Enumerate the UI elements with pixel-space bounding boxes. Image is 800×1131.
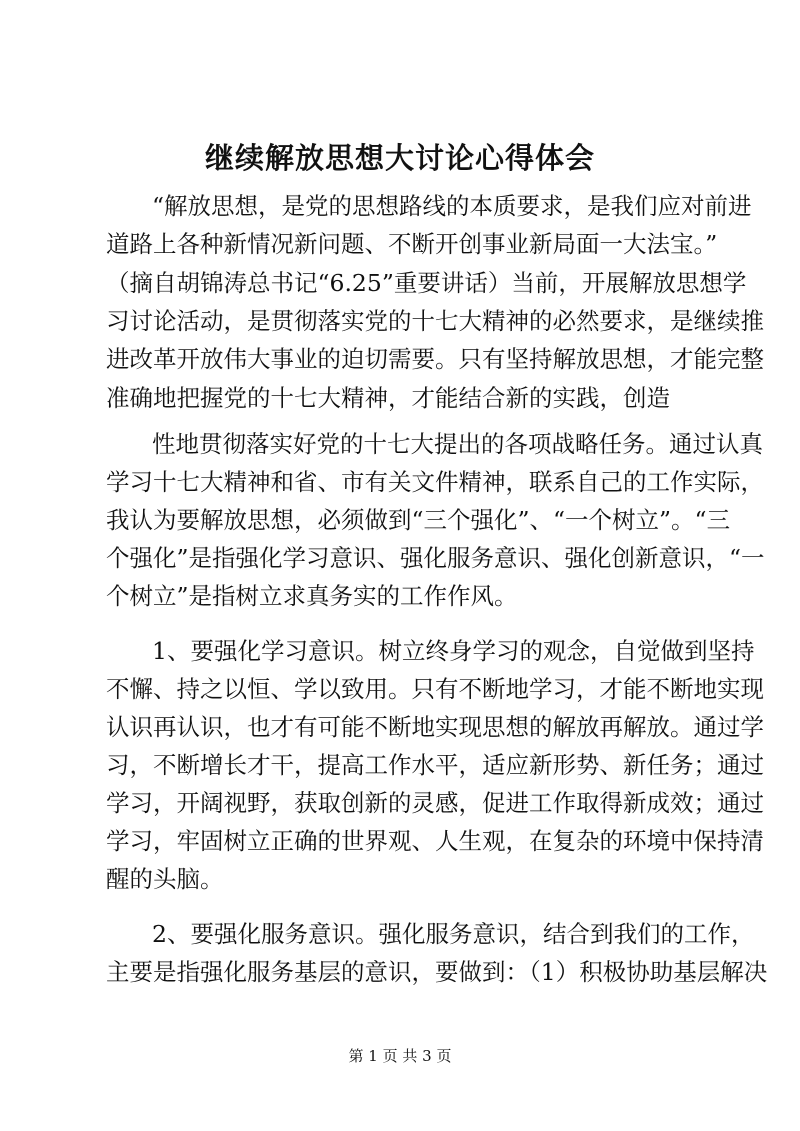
paragraph-line: 不懈、持之以恒、学以致用。只有不断地学习，才能不断地实现 xyxy=(106,675,764,703)
paragraph-line: 认识再认识，也才有可能不断地实现思想的解放再解放。通过学 xyxy=(106,713,764,741)
paragraph-line: 性地贯彻落实好党的十七大提出的各项战略任务。通过认真 xyxy=(152,430,763,458)
paragraph-line: “解放思想，是党的思想路线的本质要求，是我们应对前进 xyxy=(152,192,752,220)
paragraph-line: 学习，开阔视野，获取创新的灵感，促进工作取得新成效；通过 xyxy=(106,789,764,817)
paragraph-line: 道路上各种新情况新问题、不断开创事业新局面一大法宝。” xyxy=(106,230,718,258)
paragraph-line: 主要是指强化服务基层的意识，要做到：（1）积极协助基层解决 xyxy=(106,958,768,986)
paragraph-line: 学习，牢固树立正确的世界观、人生观，在复杂的环境中保持清 xyxy=(106,827,764,855)
document-title: 继续解放思想大讨论心得体会 xyxy=(204,141,595,175)
paragraph-line: （摘自胡锦涛总书记“6.25”重要讲话）当前，开展解放思想学 xyxy=(106,269,747,297)
paragraph-line: 习，不断增长才干，提高工作水平，适应新形势、新任务；通过 xyxy=(106,751,764,779)
page-number-footer: 第 1 页 共 3 页 xyxy=(348,1047,452,1065)
paragraph-line: 习讨论活动，是贯彻落实党的十七大精神的必然要求，是继续推 xyxy=(106,307,764,335)
paragraph-line: 准确地把握党的十七大精神，才能结合新的实践，创造 xyxy=(106,384,670,412)
paragraph-line: 2、要强化服务意识。强化服务意识，结合到我们的工作， xyxy=(152,920,755,948)
paragraph-line: 我认为要解放思想，必须做到“三个强化”、“一个树立”。“三 xyxy=(106,506,731,534)
paragraph-line: 学习十七大精神和省、市有关文件精神，联系自己的工作实际， xyxy=(106,468,764,496)
paragraph-line: 进改革开放伟大事业的迫切需要。只有坚持解放思想，才能完整 xyxy=(106,345,764,373)
paragraph-line: 醒的头脑。 xyxy=(106,865,224,893)
paragraph-line: 1、要强化学习意识。树立终身学习的观念，自觉做到坚持 xyxy=(152,637,755,665)
paragraph-line: 个树立”是指树立求真务实的工作作风。 xyxy=(106,582,518,610)
paragraph-line: 个强化”是指强化学习意识、强化服务意识、强化创新意识，“一 xyxy=(106,544,765,572)
